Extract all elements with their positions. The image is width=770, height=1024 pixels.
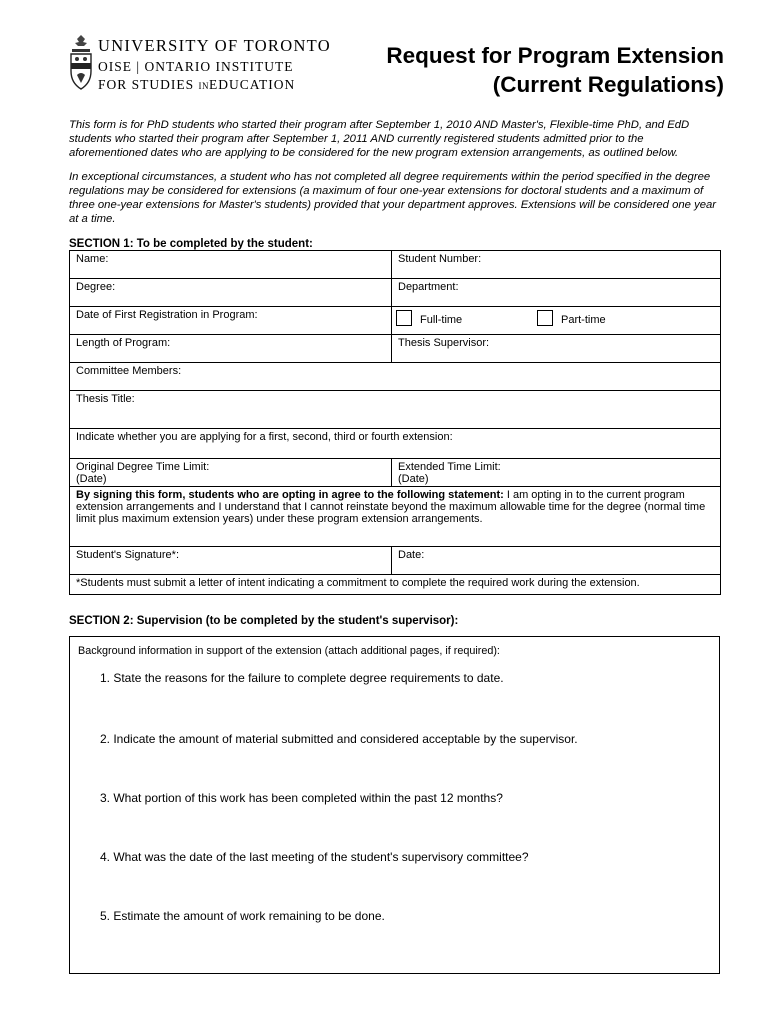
for-studies-text: FOR STUDIES [98,77,195,92]
thesis-supervisor-label: Thesis Supervisor: [398,337,490,349]
date-label: Date: [398,549,425,561]
original-limit-label: Original Degree Time Limit: [76,461,210,473]
question-3: 3. What portion of this work has been completed within the past 12 months? [100,791,503,805]
table-row [70,251,721,279]
section1-heading: SECTION 1: To be completed by the student: [69,238,313,250]
table-row [70,363,721,391]
fse-line [98,77,295,93]
table-row [70,575,721,595]
oise-text: OISE [98,59,132,74]
thesis-supervisor-field[interactable] [392,335,721,363]
education-text: EDUCATION [209,77,296,92]
table-row [70,429,721,459]
committee-label: Committee Members: [76,365,182,377]
department-label: Department: [398,281,459,293]
supervision-box[interactable] [69,636,720,974]
length-label: Length of Program: [76,337,171,349]
table-row [70,335,721,363]
original-limit-sub: (Date) [76,473,107,485]
parttime-label: Part-time [561,314,606,326]
department-field[interactable] [392,279,721,307]
footnote-text: *Students must submit a letter of intent indicating a commitment to complete the required work during the extension. [76,577,640,589]
signature-field[interactable] [70,547,392,575]
question-4: 4. What was the date of the last meeting of the student's supervisory committee? [100,850,529,864]
table-row [70,279,721,307]
thesis-title-field[interactable] [70,391,721,429]
extension-field[interactable] [70,429,721,459]
table-row [70,459,721,487]
in-text: IN [198,81,210,91]
fulltime-label: Full-time [420,314,463,326]
extension-label: Indicate whether you are applying for a first, second, third or fourth extension: [76,431,453,443]
university-name: UNIVERSITY OF TORONTO [98,36,331,55]
student-number-label: Student Number: [398,253,482,265]
length-field[interactable] [70,335,392,363]
section1-table [69,250,721,595]
institute-text: ONTARIO INSTITUTE [144,59,294,74]
intro-paragraph-1: This form is for PhD students who started their program after September 1, 2010 AND Master's, Flexible-time PhD, and EdD students who started their program after September 1, 2011 AND currently registered students admitted prior to the aforementioned dates who are applying to be considered for the new program extension arrangements, as outlined below. [69,119,690,159]
first-registration-label: Date of First Registration in Program: [76,309,258,321]
table-row [70,307,721,335]
statement-text: I am opting in to the current program extension arrangements and I understand that I cannot reinstate beyond the maximum allowable time for the degree (normal time limit plus maximum extension years) under these program extension arrangements. [76,489,706,525]
divider: | [136,59,141,74]
statement-bold: By signing this form, students who are opting in agree to the following statement: [76,489,504,501]
name-field[interactable] [70,251,392,279]
signature-label: Student's Signature*: [76,549,180,561]
extended-limit-sub: (Date) [398,473,429,485]
degree-field[interactable] [70,279,392,307]
parttime-option[interactable] [537,310,606,326]
university-logo [64,33,334,97]
extended-limit-field[interactable] [392,459,721,487]
student-number-field[interactable] [392,251,721,279]
footnote [70,575,721,595]
coat-of-arms-icon [68,33,94,93]
question-5: 5. Estimate the amount of work remaining to be done. [100,909,385,923]
thesis-title-label: Thesis Title: [76,393,135,405]
oise-line [98,59,293,75]
original-limit-field[interactable] [70,459,392,487]
page-title [386,41,724,99]
name-label: Name: [76,253,109,265]
date-field[interactable] [392,547,721,575]
table-row [70,487,721,547]
committee-field[interactable] [70,363,721,391]
first-registration-field[interactable] [70,307,392,335]
opt-in-statement [70,487,721,547]
title-line2: (Current Regulations) [492,72,724,97]
extended-limit-label: Extended Time Limit: [398,461,501,473]
background-info-label: Background information in support of the extension (attach additional pages, if required): [78,645,500,657]
enrollment-status-cell [392,307,721,335]
table-row [70,547,721,575]
parttime-checkbox[interactable] [537,310,553,326]
fulltime-checkbox[interactable] [396,310,412,326]
title-line1: Request for Program Extension [386,43,724,68]
degree-label: Degree: [76,281,116,293]
question-2: 2. Indicate the amount of material submitted and considered acceptable by the supervisor. [100,732,578,746]
intro-paragraph-2: In exceptional circumstances, a student who has not completed all degree requirements within the period specified in the degree regulations may be considered for extensions (a maximum of four one-year extensions for doctoral students and a maximum of three one-year extensions for Master's students) provided that your department approves. Extensions will be considered one year at a time. [69,171,717,225]
table-row [70,391,721,429]
question-1: 1. State the reasons for the failure to complete degree requirements to date. [100,671,504,685]
section2-heading: SECTION 2: Supervision (to be completed by the student's supervisor): [69,615,459,627]
fulltime-option[interactable] [396,310,462,326]
